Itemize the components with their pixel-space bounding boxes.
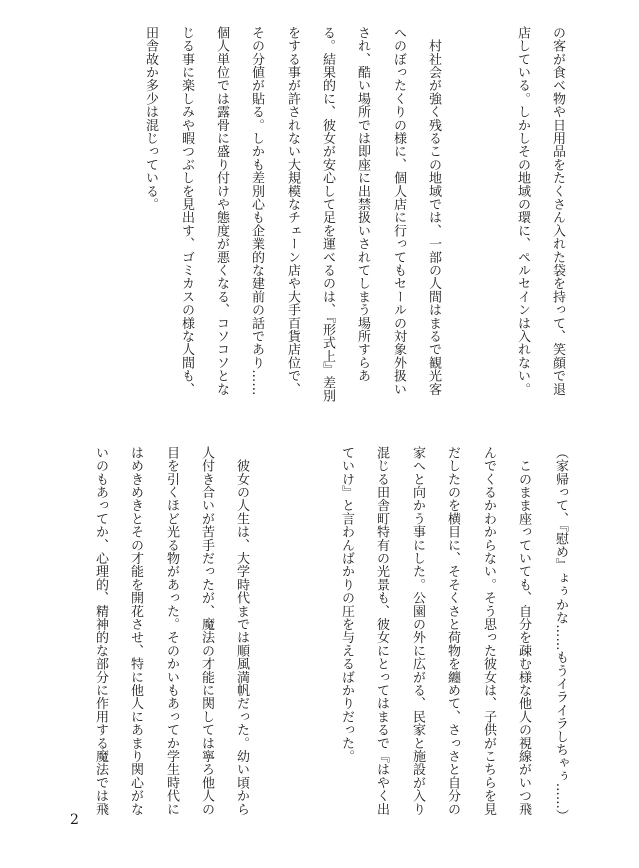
text-column: このまま座っていても、自分を疎む様な他人の視線がいつ飛 (516, 446, 531, 816)
text-column: 個人単位では露骨に盛り付けや態度が悪くなる、コソコソとな (214, 26, 229, 396)
text-column: んでくるかわからない。そう思った彼女は、子供がこちらを見 (481, 446, 496, 816)
text-column: じる事に楽しみや暇つぶしを見出す、ゴミカスの様な人間も、 (179, 26, 194, 396)
text-column: ていけ』と言わんばかりの圧を与えるばかりだった。 (339, 446, 354, 763)
text-column: 彼女の人生は、大学時代までは順風満帆だった。幼い頃から (234, 446, 249, 816)
page-number: 2 (70, 812, 79, 828)
text-column: だしたのを横目に、そそくさと荷物を纏めて、さっさと自分の (445, 446, 460, 816)
text-column: その分値が貼る。しかも差別心も企業的な建前の話であり…… (249, 26, 264, 396)
text-column: る。結果的に、彼女が安心して足を運べるのは、『形式上』差別 (320, 26, 335, 403)
text-column: 人付き合いが苦手だったが、魔法の才能に関しては寧ろ他人の (199, 446, 214, 816)
text-column: 目を引くほど光る物があった。そのかいもあってか学生時代に (164, 446, 179, 816)
text-column: をする事が許されない大規模なチェーン店や大手百貨店位で、 (285, 26, 300, 396)
text-column: 家へと向かう事にした。公園の外に広がる、民家と施設が入り (410, 446, 425, 816)
upper-text-tier (0, 26, 639, 426)
text-column: へのぼったくりの様に、個人店に行ってもセールの対象外扱い (391, 26, 406, 396)
text-column: 混じる田舎町特有の光景も、彼女にとってはまるで『はやく出 (374, 446, 389, 816)
text-column: の客が食べ物や日用品をたくさん入れた袋を持って、笑顔で退 (550, 26, 565, 396)
lower-text-tier (0, 446, 639, 846)
text-column: 店している。しかしその地域の環に、ペルセインは入れない。 (515, 26, 530, 396)
text-column: され、酷い場所では即座に出禁扱いされてしまう場所すらあ (355, 26, 370, 383)
text-column: いのもあってか、心理的、精神的な部分に作用する魔法では飛 (93, 446, 108, 816)
text-column: 村社会が強く残るこの地域では、一部の人間はまるで観光客 (426, 26, 441, 396)
text-column: はめきめきとその才能を開花させ、特に他人にあまり関心がな (128, 446, 143, 816)
text-column: 田舎故か多少は混じっている。 (143, 26, 158, 211)
text-column: （家帰って、『慰め』ょぅかな……もうイライラしちゃぅ……） (553, 446, 568, 823)
